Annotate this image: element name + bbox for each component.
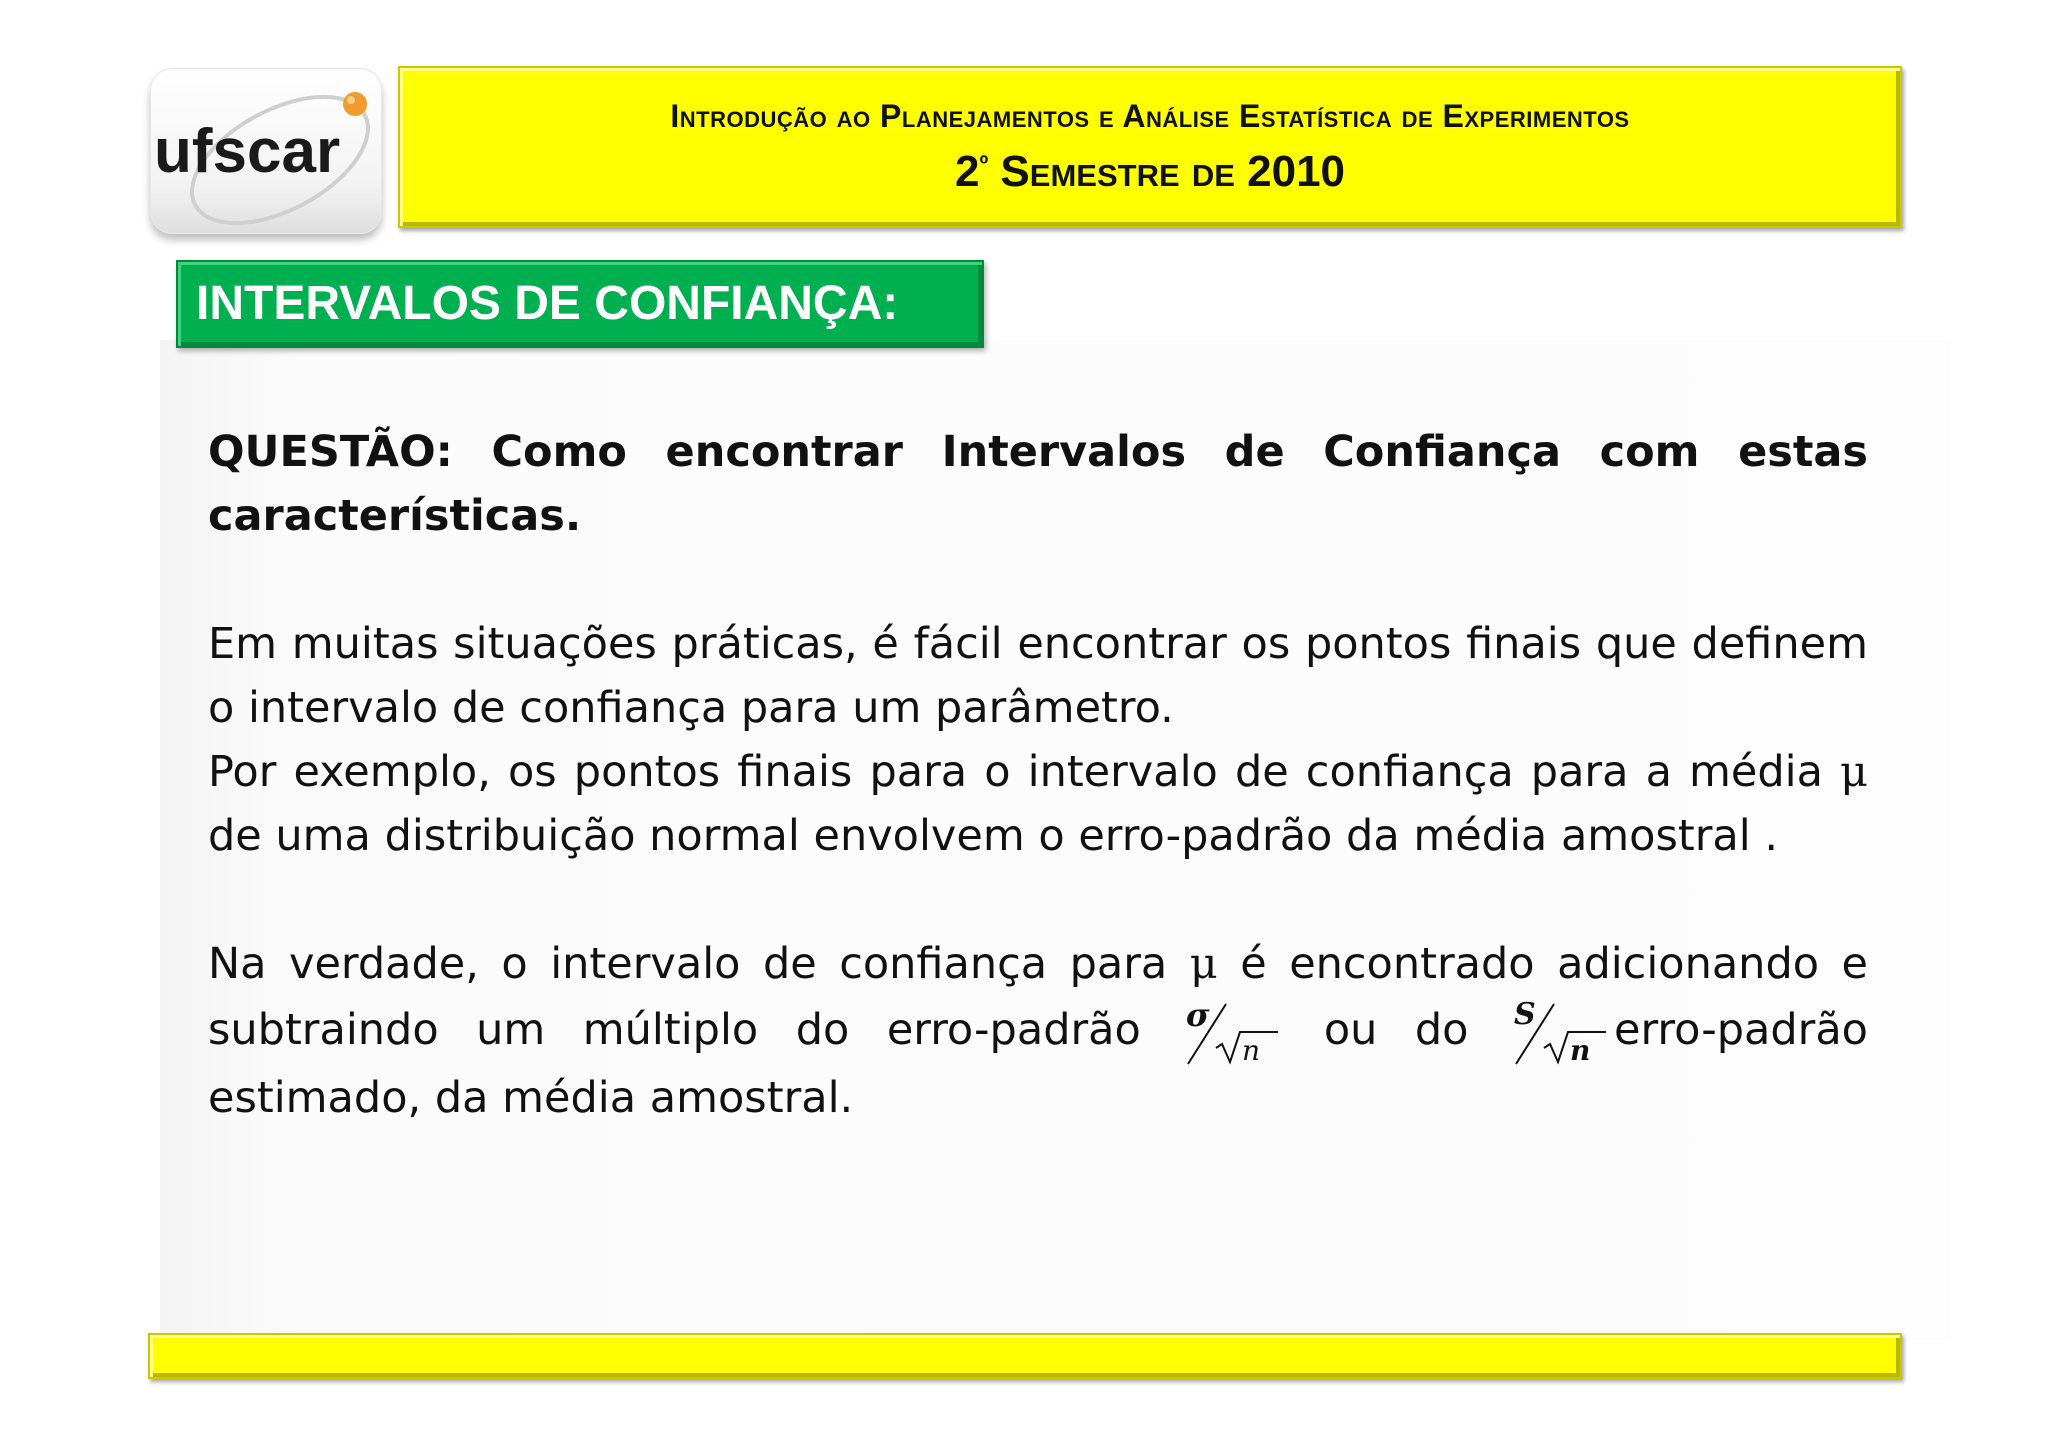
section-title: INTERVALOS DE CONFIANÇA: — [196, 277, 899, 330]
logo-text: ufscar — [154, 117, 341, 186]
paragraph-3-part-a: Na verdade, o intervalo de confiança para — [208, 939, 1190, 989]
section-header — [176, 260, 984, 348]
slide-content — [208, 420, 1868, 1130]
question-paragraph: QUESTÃO: Como encontrar Intervalos de Confiança com estas características. — [208, 427, 1868, 541]
sigma-over-sqrt-n-formula — [1182, 996, 1282, 1066]
ufscar-logo — [150, 68, 382, 234]
paragraph-2-part-a: Por exemplo, os pontos finais para o intervalo de confiança para a média — [208, 747, 1841, 797]
semester-subtitle — [400, 147, 1900, 197]
ufscar-logo-icon — [150, 68, 382, 234]
semester-text: Semestre de 2010 — [988, 147, 1346, 196]
course-title: Introdução ao Planejamentos e Análise Estatística de Experimentos — [670, 98, 1630, 134]
frac1-numerator: σ — [1186, 996, 1210, 1034]
mu-symbol: μ — [1840, 747, 1868, 797]
paragraph-2-part-b: de uma distribuição normal envolvem o erro-padrão da média amostral . — [208, 811, 1779, 861]
paragraph-3 — [208, 932, 1868, 1130]
s-over-sqrt-n-formula — [1510, 996, 1610, 1066]
frac2-numerator: S — [1513, 997, 1536, 1032]
frac2-denominator: n — [1569, 1034, 1591, 1066]
semester-ordinal: º — [979, 151, 989, 178]
paragraph-1: Em muitas situações práticas, é fácil encontrar os pontos finais que definem o intervalo de confiança para um parâmetro. — [208, 619, 1868, 733]
paragraph-3-part-d: erro-padrão estimado, da média amostral. — [208, 1005, 1868, 1123]
paragraph-2 — [208, 740, 1868, 868]
frac1-denominator: n — [1242, 1034, 1261, 1066]
paragraph-3-part-b: é encontrado adicionando e subtraindo um múltiplo do erro-padrão — [208, 939, 1868, 1055]
mu-symbol-2: μ — [1189, 939, 1218, 989]
paragraph-3-part-c: ou do — [1286, 1005, 1506, 1055]
header-banner — [398, 66, 1902, 228]
footer-banner — [148, 1333, 1902, 1379]
semester-number: 2 — [954, 147, 980, 196]
